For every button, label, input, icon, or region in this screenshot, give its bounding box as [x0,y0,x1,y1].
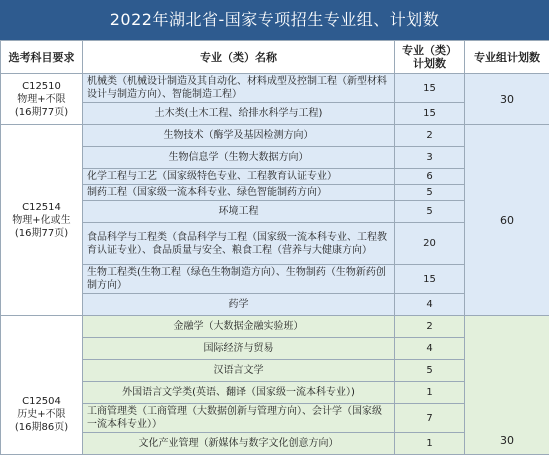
header-subject-req: 选考科目要求 [1,41,83,74]
major-plan: 1 [395,382,465,404]
major-plan: 4 [395,338,465,360]
group-total: 30 [465,74,549,125]
major-plan: 3 [395,147,465,169]
major-name: 工商管理类（工商管理（大数据创新与管理方向）、会计学（国家级一流本科专业）） [83,404,395,433]
group-code: C12514 [3,201,80,214]
group-total: 60 [465,125,549,316]
group-page: (16期77页) [3,106,80,119]
major-name: 药学 [83,294,395,316]
major-plan: 15 [395,103,465,125]
page-title: 2022年湖北省-国家专项招生专业组、计划数 [0,0,549,40]
major-plan: 6 [395,169,465,185]
header-major-name: 专业（类）名称 [83,41,395,74]
major-name: 文化产业管理（新媒体与数字文化创意方向） [83,433,395,455]
major-plan: 5 [395,185,465,201]
major-plan: 5 [395,201,465,223]
group-total: 30 [465,316,549,455]
header-major-plan-line1: 专业（类） [395,44,464,57]
major-plan: 1 [395,433,465,455]
major-name: 食品科学与工程类（食品科学与工程（国家级一流本科专业、工程教育认证专业）、食品质量与安全、粮食工程（营养与大健康方向） [83,223,395,265]
major-plan: 2 [395,125,465,147]
major-plan: 5 [395,360,465,382]
plan-table [0,40,549,455]
group-page: (16期86页) [3,421,80,434]
major-name: 生物技术（酶学及基因检测方向） [83,125,395,147]
major-name: 生物工程类(生物工程（绿色生物制造方向）、生物制药（生物新药创制方向） [83,265,395,294]
major-plan: 2 [395,316,465,338]
group-cell [1,316,83,455]
group-page: (16期77页) [3,227,80,240]
major-name: 外国语言文学类(英语、翻译（国家级一流本科专业）) [83,382,395,404]
major-name: 机械类（机械设计制造及其自动化、材料成型及控制工程（新型材料设计与制造方向）、智能制造工程） [83,74,395,103]
group-code: C12504 [3,395,80,408]
major-plan: 4 [395,294,465,316]
major-plan: 20 [395,223,465,265]
group-cell [1,125,83,316]
major-name: 生物信息学（生物大数据方向） [83,147,395,169]
group-cell [1,74,83,125]
group-req: 历史+不限 [3,408,80,421]
major-plan: 15 [395,265,465,294]
major-name: 制药工程（国家级一流本科专业、绿色智能制药方向） [83,185,395,201]
major-name: 土木类(土木工程、给排水科学与工程) [83,103,395,125]
group-code: C12510 [3,80,80,93]
major-name: 金融学（大数据金融实验班） [83,316,395,338]
header-major-plan [395,41,465,74]
group-req: 物理+化或生 [3,214,80,227]
header-group-plan: 专业组计划数 [465,41,549,74]
major-plan: 15 [395,74,465,103]
major-name: 国际经济与贸易 [83,338,395,360]
group-req: 物理+不限 [3,93,80,106]
major-name: 汉语言文学 [83,360,395,382]
major-name: 化学工程与工艺（国家级特色专业、工程教育认证专业） [83,169,395,185]
table-row [1,316,549,338]
major-name: 环境工程 [83,201,395,223]
table-row [1,74,549,103]
major-plan: 7 [395,404,465,433]
table-row [1,125,549,147]
header-row [1,41,549,74]
header-major-plan-line2: 计划数 [395,57,464,70]
